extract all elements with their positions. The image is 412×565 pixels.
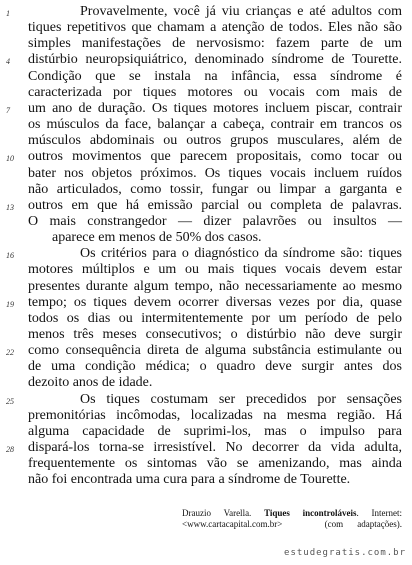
text-line: O mais constrangedor — dizer palavrões ou insultos — [28, 213, 402, 229]
text-line: Condição que se instala na infância, essa síndrome é [28, 68, 402, 84]
text-line: aparece em menos de 50% dos casos. [52, 230, 262, 246]
line-number: 4 [6, 57, 10, 67]
text-line: presentes durante algum tempo, não necessariamente ao mesmo [28, 278, 402, 294]
text-line: motores múltiplos e um ou mais tiques vocais devem estar [28, 262, 402, 278]
citation-url: <www.cartacapital.com.br> [182, 519, 283, 529]
text-line: outros em que há emissão parcial ou completa de palavras. [28, 197, 402, 213]
text-line: menos três meses consecutivos; o distúrbio não deve surgir [28, 327, 402, 342]
line-number: 1 [6, 9, 10, 18]
text-line: distúrbio neuropsiquiátrico, denominado síndrome de Tourette. [28, 52, 402, 68]
line-number: 10 [6, 154, 14, 164]
text-line: outros movimentos que parecem propositais, como tocar ou [28, 149, 402, 165]
text-line: todos os dias ou intermitentemente por um período de pelo [28, 310, 402, 326]
citation-note: (com adaptações). [324, 519, 402, 529]
text-line: dispará-los torna-se irresistível. No decorrer da vida adulta, [28, 440, 402, 456]
citation-title: Tiques incontroláveis [264, 508, 357, 518]
text-line: simples manifestações de nervosismo: fazem parte de um [28, 36, 402, 52]
citation-after-title: . Internet: [356, 508, 402, 518]
line-number: 13 [6, 202, 14, 212]
citation-author: Drauzio Varella. [182, 508, 252, 518]
watermark: estudegratis.com.br [284, 548, 406, 558]
text-line: premonitórias incômodas, localizadas na mesma região. Há [28, 407, 402, 423]
text-line: caracterizada por tiques motores ou vocais com mais de [28, 84, 402, 100]
text-line: tiques repetitivos que chamam a atenção de todos. Eles não são [28, 20, 402, 36]
line-number: 16 [6, 251, 14, 261]
text-line: bater nos objetos próximos. Os tiques vocais incluem ruídos [28, 165, 402, 181]
citation-line-2 [182, 519, 402, 530]
text-line: frequentemente os sintomas vão se amenizando, mas ainda [28, 456, 402, 472]
line-number: 19 [6, 299, 14, 309]
line-number: 22 [6, 348, 14, 358]
text-line: um ano de duração. Os tiques motores incluem piscar, contrair [28, 100, 402, 116]
text-line: de uma condição médica; o quadro deve surgir antes dos [28, 359, 402, 375]
source-citation [182, 508, 402, 530]
text-line: como consequência direta de alguma substância estimulante ou [28, 343, 402, 359]
text-line: Provavelmente, você já viu crianças e até adultos com [80, 4, 402, 19]
text-line: músculos abdominais ou outros grupos musculares, além de [28, 133, 402, 149]
text-line: Os critérios para o diagnóstico da síndrome são: tiques [80, 246, 402, 262]
line-number: 7 [6, 105, 10, 115]
text-line: Os tiques costumam ser precedidos por sensações [80, 391, 402, 407]
text-line: não articulados, como tossir, fungar ou limpar a garganta e [28, 181, 402, 197]
text-line: os músculos da face, balançar a cabeça, contrair em trancos os [28, 117, 402, 133]
text-line: não foi encontrada uma cura para a síndrome de Tourette. [28, 472, 351, 488]
text-line: tempo; os tiques devem ocorrer diversas vezes por dia, quase [28, 294, 402, 310]
line-number: 25 [6, 396, 14, 406]
line-number: 28 [6, 445, 14, 455]
text-line: dezoito anos de idade. [28, 375, 153, 391]
text-line: alguma capacidade de suprimi-los, mas o impulso para [28, 423, 402, 439]
